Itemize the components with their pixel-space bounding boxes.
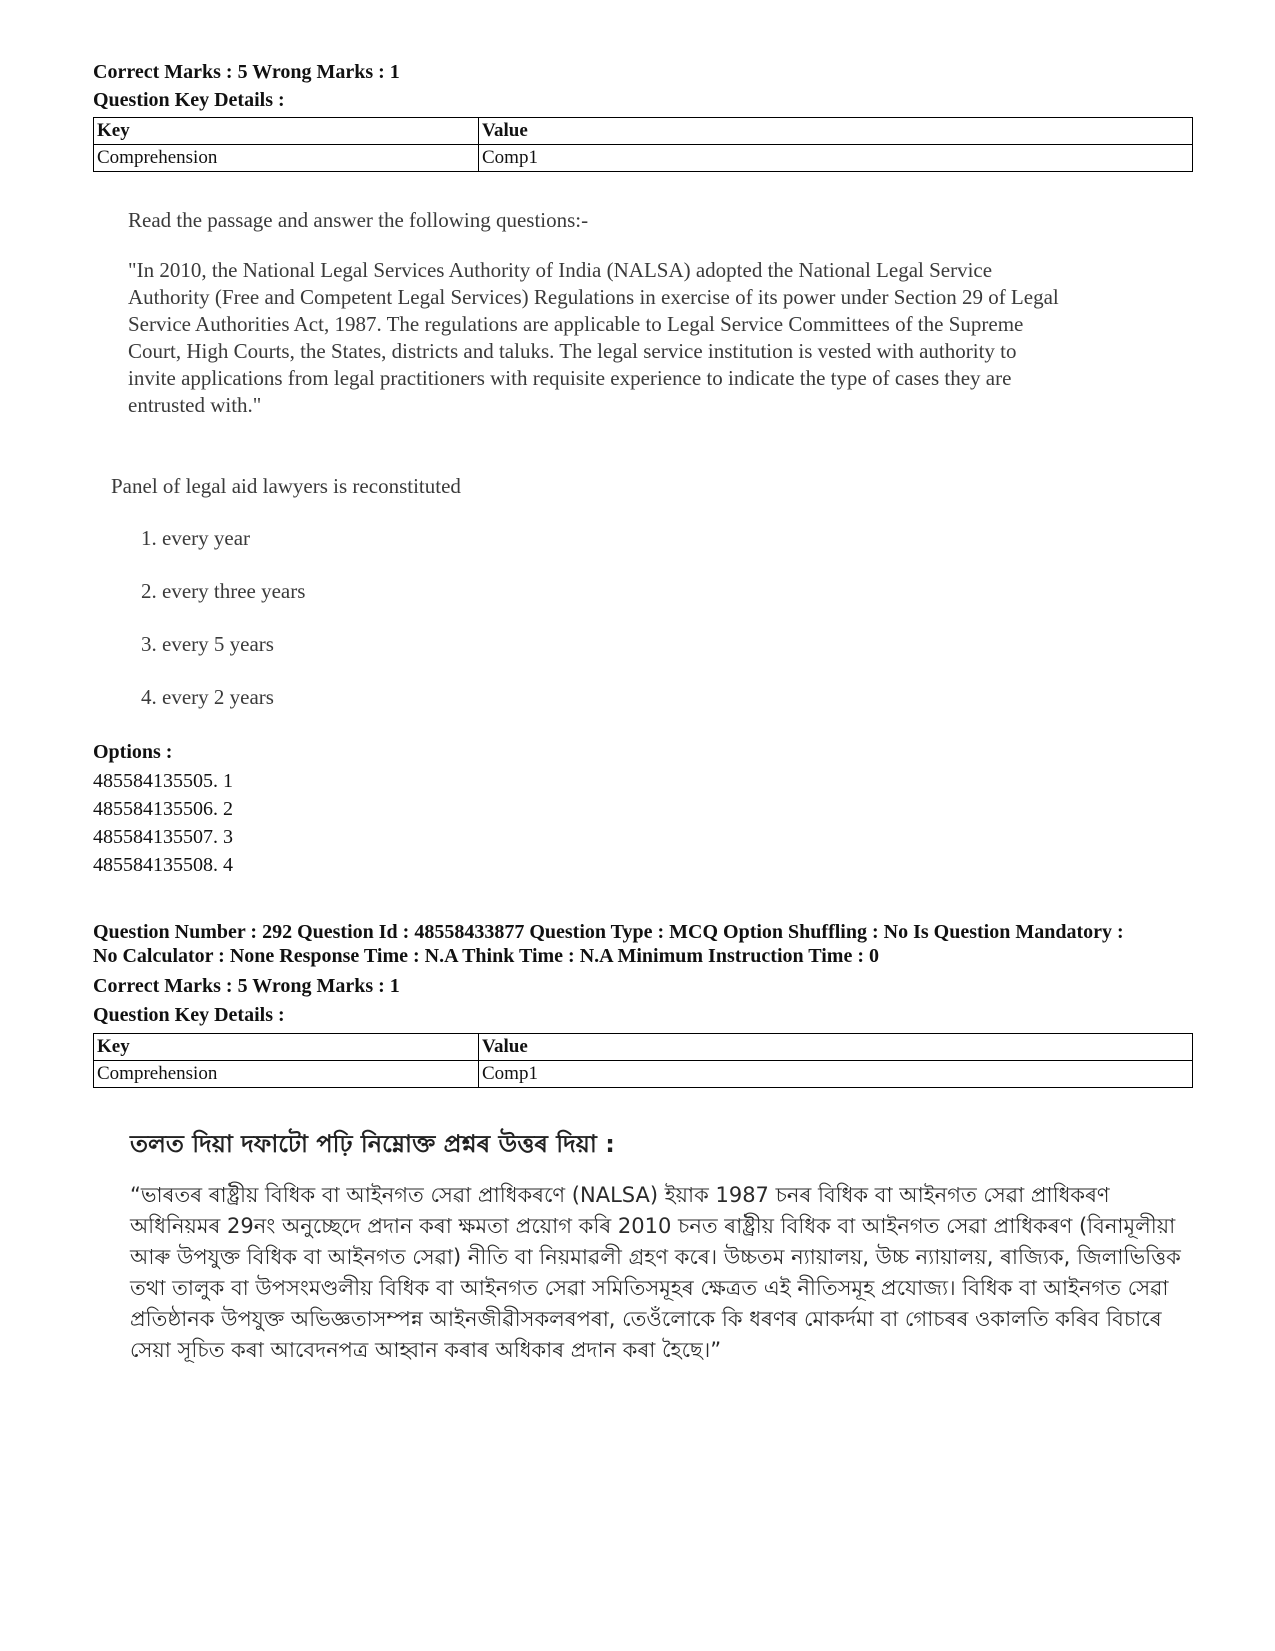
marks-line: Correct Marks : 5 Wrong Marks : 1 (93, 61, 400, 83)
table-header-key: Key (94, 1034, 479, 1061)
passage-line: Authority (Free and Competent Legal Services) Regulations in exercise of its power under Section 29 of Legal (128, 285, 1059, 309)
table-header-row (94, 118, 1193, 145)
option-id: 485584135507. 3 (93, 826, 233, 848)
key-details-label: Question Key Details : (93, 1004, 285, 1026)
passage-instruction: Read the passage and answer the following questions:- (128, 208, 589, 232)
table-cell-key: Comprehension (94, 145, 479, 172)
table-row (94, 1061, 1193, 1088)
key-details-label: Question Key Details : (93, 89, 285, 111)
option-id: 485584135508. 4 (93, 854, 233, 876)
table-header-value: Value (479, 118, 1193, 145)
passage-line: invite applications from legal practitioners with requisite experience to indicate the type of cases they are (128, 366, 1012, 390)
passage-english (128, 257, 1198, 419)
choice-item: 2. every three years (141, 579, 306, 603)
table-header-value: Value (479, 1034, 1193, 1061)
table-cell-key: Comprehension (94, 1061, 479, 1088)
question-header-line2: No Calculator : None Response Time : N.A Think Time : N.A Minimum Instruction Time : 0 (93, 945, 879, 967)
table-header-key: Key (94, 118, 479, 145)
passage-line: Court, High Courts, the States, districts and taluks. The legal service institution is vested with authority to (128, 339, 1017, 363)
key-details-table (93, 117, 1193, 172)
table-header-row (94, 1034, 1193, 1061)
choice-item: 1. every year (141, 526, 251, 550)
key-details-table (93, 1033, 1193, 1088)
passage-assamese: “ভাৰতৰ ৰাষ্ট্ৰীয় বিধিক বা আইনগত সেৱা প্ৰাধিকৰণে (NALSA) ইয়াক 1987 চনৰ বিধিক বা আইনগত সেৱা প্ৰাধিকৰণ অধিনিয়মৰ 29নং অনুচ্ছেদে প্ৰদান কৰা ক্ষমতা প্ৰয়োগ কৰি 2010 চনত ৰাষ্ট্ৰীয় বিধিক বা আইনগত সেৱা প্ৰাধিকৰণ (বিনামূলীয়া আৰু উপযুক্ত বিধিক বা আইনগত সেৱা) নীতি বা নিয়মাৱলী গ্ৰহণ কৰে। উচ্চতম ন্যায়ালয়, উচ্চ ন্যায়ালয়, ৰাজ্যিক, জিলাভিত্তিক তথা তালুক বা উপসংমণ্ডলীয় বিধিক বা আইনগত সেৱা সমিতিসমূহৰ ক্ষেত্ৰত এই নীতিসমূহ প্ৰযোজ্য। বিধিক বা আইনগত সেৱা প্ৰতিষ্ঠানক উপযুক্ত অভিজ্ঞতাসম্পন্ন আইনজীৱীসকলৰপৰা, তেওঁলোকে কি ধৰণৰ মোকৰ্দমা বা গোচৰৰ ওকালতি কৰিব বিচাৰে সেয়া সূচিত কৰা আবেদনপত্ৰ আহ্বান কৰাৰ অধিকাৰ প্ৰদান কৰা হৈছে।” (130, 1183, 1181, 1362)
passage-instruction-assamese: তলত দিয়া দফাটো পঢ়ি নিম্নোক্ত প্ৰশ্নৰ উত্তৰ দিয়া : (130, 1130, 615, 1158)
option-id: 485584135506. 2 (93, 798, 233, 820)
passage-line: "In 2010, the National Legal Services Authority of India (NALSA) adopted the National Legal Service (128, 258, 993, 282)
marks-line: Correct Marks : 5 Wrong Marks : 1 (93, 975, 400, 997)
passage-line: Service Authorities Act, 1987. The regulations are applicable to Legal Service Committees of the Supreme (128, 312, 1024, 336)
choice-item: 3. every 5 years (141, 632, 274, 656)
option-id: 485584135505. 1 (93, 770, 233, 792)
table-cell-value: Comp1 (479, 1061, 1193, 1088)
choice-item: 4. every 2 years (141, 685, 274, 709)
options-label: Options : (93, 741, 173, 763)
table-cell-value: Comp1 (479, 145, 1193, 172)
table-row (94, 145, 1193, 172)
passage-line: entrusted with." (128, 393, 262, 417)
question-header-line1: Question Number : 292 Question Id : 48558433877 Question Type : MCQ Option Shuffling : No Is Question Mandatory : (93, 921, 1124, 943)
question-text: Panel of legal aid lawyers is reconstituted (111, 474, 461, 498)
